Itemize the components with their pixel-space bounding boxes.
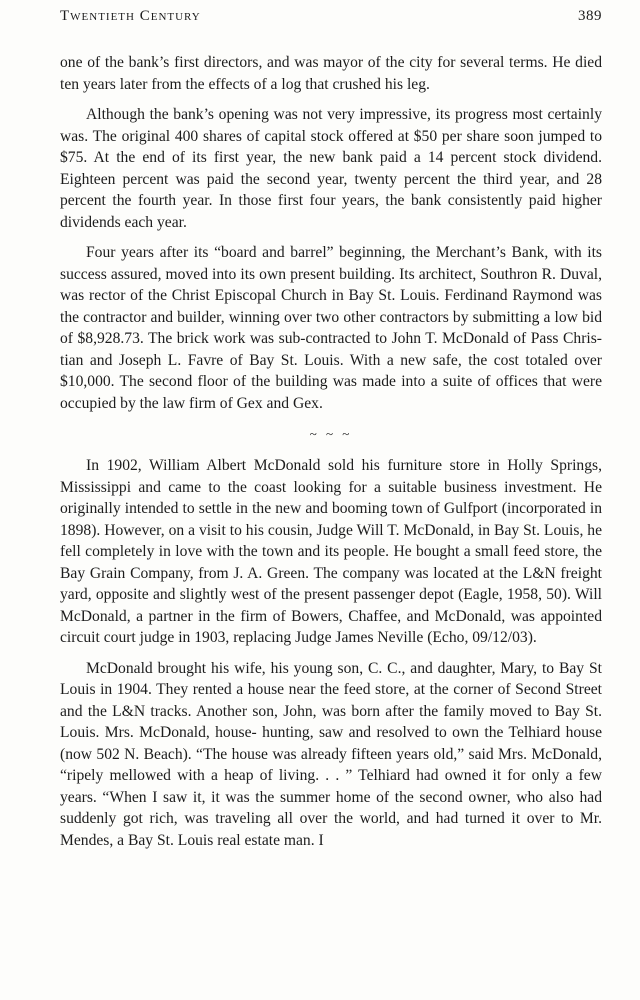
book-page bbox=[60, 8, 602, 860]
body-text bbox=[60, 52, 602, 851]
page-number: 389 bbox=[578, 8, 602, 24]
paragraph-continued: one of the bank’s first directors, and was mayor of the city for several terms. He died ten years later from the effects of a log that crushed his leg. bbox=[60, 54, 602, 93]
running-title: Twentieth Century bbox=[60, 8, 201, 24]
running-header bbox=[60, 8, 602, 34]
paragraph-bank-building: Four years after its “board and barrel” beginning, the Merchant’s Bank, with its success assured, moved into its own present building. Its architect, Southron R. Duval, was rector of the Christ Episcopal Church in Bay St. Louis. Ferdinand Raymond was the contractor and builder, winning over two other contractors by submitting a low bid of $8,928.73. The brick work was sub-contracted to John T. McDonald of Pass Chris- tian and Joseph L. Favre of Bay St. Louis. With a new safe, the cost totaled over $10,000. The second floor of the building was made into a suite of offices that were occupied by the law firm of Gex and Gex. bbox=[60, 244, 602, 412]
paragraph-mcdonald-arrival: In 1902, William Albert McDonald sold his furniture store in Holly Springs, Mississippi and came to the coast looking for a suitable business investment. He originally intended to settle in the new and booming town of Gulfport (incorporated in 1898). However, on a visit to his cousin, Judge Will T. McDonald, in Bay St. Louis, he fell completely in love with the town and its people. He bought a small feed store, the Bay Grain Company, from J. A. Green. The company was located at the L&N freight yard, opposite and slightly west of the present passenger depot (Eagle, 1958, 50). Will McDonald, a partner in the firm of Bowers, Chaffee, and McDonald, was appointed circuit court judge in 1903, replacing Judge James Neville (Echo, 09/12/03). bbox=[60, 457, 602, 646]
paragraph-bank-progress: Although the bank’s opening was not very impressive, its progress most certainly was. The original 400 shares of capital stock offered at $50 per share soon jumped to $75. At the end of its first year, the new bank paid a 14 percent stock dividend. Eighteen percent was paid the second year, twenty percent the third year, and 28 percent the fourth year. In those first four years, the bank consistently paid higher dividends each year. bbox=[60, 106, 602, 231]
section-divider: ~ ~ ~ bbox=[309, 426, 353, 441]
paragraph-mcdonald-family: McDonald brought his wife, his young son, C. C., and daughter, Mary, to Bay St Louis in 1904. They rented a house near the feed store, at the corner of Second Street and the L&N tracks. Another son, John, was born after the family moved to Bay St. Louis. Mrs. McDonald, house- hunting, saw and resolved to own the Telhiard house (now 502 N. Beach). “The house was already fifteen years old,” said Mrs. McDonald, “ripely mellowed with a heap of living. . . ” Telhiard had owned it for only a few years. “When I saw it, it was the summer home of the second owner, who also had suddenly got rich, was traveling all over the world, and had turned it over to Mr. Mendes, a Bay St. Louis real estate man. I bbox=[60, 659, 602, 849]
